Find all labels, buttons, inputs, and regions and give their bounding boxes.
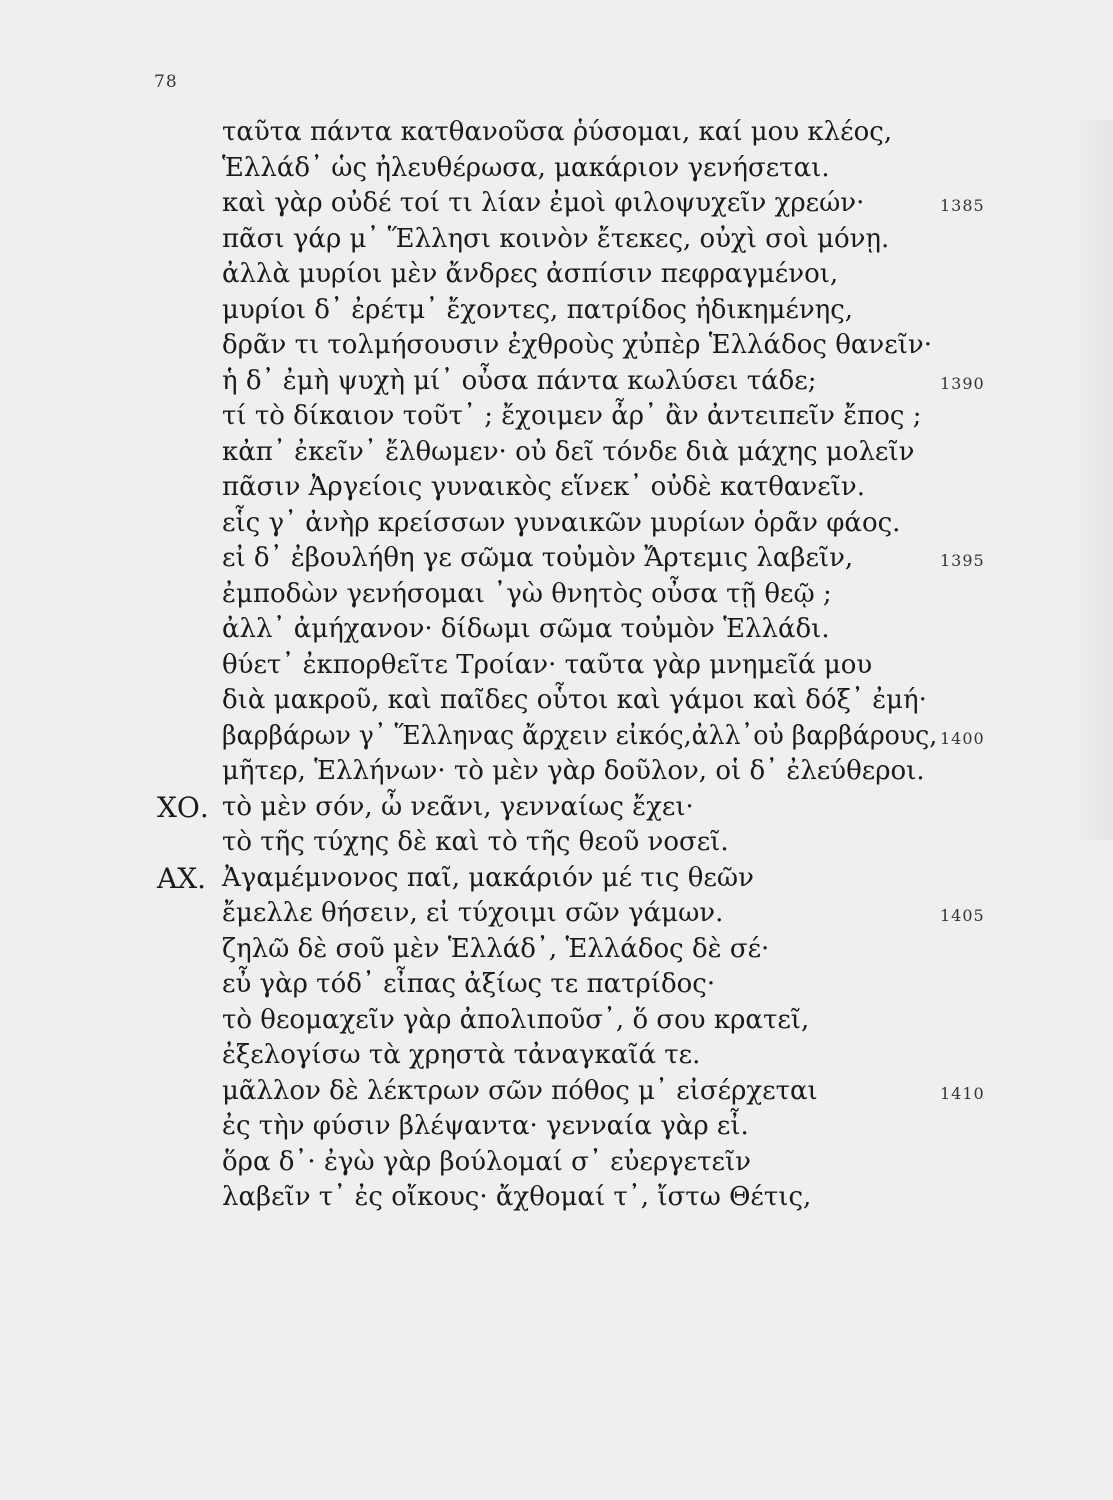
verse-line <box>0 328 1113 364</box>
verse-line <box>0 1109 1113 1145</box>
verse-line-text: τὸ τῆς τύχης δὲ καὶ τὸ τῆς θεοῦ νοσεῖ. <box>222 827 729 857</box>
verse-line <box>0 861 1113 897</box>
verse-line <box>0 151 1113 187</box>
verse-line-text: εἰ δ᾽ ἐβουλήθη γε σῶμα τοὐμὸν Ἄρτεμις λαβεῖν, <box>222 543 854 573</box>
verse-line-text: ἀλλὰ μυρίοι μὲν ἄνδρες ἀσπίσιν πεφραγμένοι, <box>222 259 839 289</box>
verse-line-text: καὶ γὰρ οὐδέ τοί τι λίαν ἐμοὶ φιλοψυχεῖν χρεών· <box>222 188 865 218</box>
verse-line-text: διὰ μακροῦ, καὶ παῖδες οὗτοι καὶ γάμοι καὶ δόξ᾽ ἐμή· <box>222 685 927 715</box>
verse-line <box>0 612 1113 648</box>
verse-line-text: Ἀγαμέμνονος παῖ, μακάριόν μέ τις θεῶν <box>222 862 754 893</box>
verse-line <box>0 222 1113 258</box>
verse-line-text: δρᾶν τι τολμήσουσιν ἐχθροὺς χὐπὲρ Ἑλλάδος θανεῖν· <box>222 330 932 360</box>
verse-line-text: βαρβάρων γ᾽ Ἕλληνας ἄρχειν εἰκός,ἀλλ᾽οὐ βαρβάρους, <box>222 720 938 751</box>
verse-line <box>0 754 1113 790</box>
verse-line <box>0 683 1113 719</box>
verse-line-text: λαβεῖν τ᾽ ἐς οἴκους· ἄχθομαί τ᾽, ἴστω Θέτις, <box>222 1182 812 1212</box>
verse-line-text: ζηλῶ δὲ σοῦ μὲν Ἑλλάδ᾽, Ἑλλάδος δὲ σέ· <box>222 933 770 964</box>
verse-line-text: ἐς τὴν φύσιν βλέψαντα· γενναία γὰρ εἶ. <box>222 1111 749 1141</box>
verse-line <box>0 399 1113 435</box>
speaker-label: ΧΟ. <box>157 790 209 824</box>
verse-line <box>0 1003 1113 1039</box>
verse-line <box>0 257 1113 293</box>
verse-line <box>0 470 1113 506</box>
verse-line-text: εἷς γ᾽ ἀνὴρ κρείσσων γυναικῶν μυρίων ὁρᾶν φάος. <box>222 507 901 538</box>
line-number: 1400 <box>940 728 985 748</box>
verse-line <box>0 1180 1113 1216</box>
verse-line-text: ἐξελογίσω τὰ χρηστὰ τἀναγκαῖά τε. <box>222 1040 701 1070</box>
verse-line-text: πᾶσιν Ἀργείοις γυναικὸς εἵνεκ᾽ οὐδὲ κατθανεῖν. <box>222 472 865 502</box>
verse-line <box>0 932 1113 968</box>
verse-line <box>0 541 1113 577</box>
verse-line <box>0 1038 1113 1074</box>
verse-line <box>0 115 1113 151</box>
line-number: 1385 <box>940 196 985 215</box>
verse-line <box>0 719 1113 755</box>
verse-line <box>0 186 1113 222</box>
line-number: 1390 <box>940 373 985 393</box>
verse-line <box>0 648 1113 684</box>
verse-line <box>0 790 1113 826</box>
verse-line-text: τὸ θεομαχεῖν γὰρ ἀπολιποῦσ᾽, ὅ σου κρατεῖ, <box>222 1004 810 1035</box>
line-number: 1395 <box>940 551 985 570</box>
verse-line-text: μυρίοι δ᾽ ἐρέτμ᾽ ἔχοντες, πατρίδος ἠδικημένης, <box>222 294 854 325</box>
verse-line <box>0 293 1113 329</box>
verse-line-text: ἔμελλε θήσειν, εἰ τύχοιμι σῶν γάμων. <box>222 898 724 928</box>
verse-line <box>0 435 1113 471</box>
verse-line <box>0 577 1113 613</box>
verse-line-text: ταῦτα πάντα κατθανοῦσα ῥύσομαι, καί μου κλέος, <box>222 117 893 147</box>
verse-line-text: πᾶσι γάρ μ᾽ Ἕλλησι κοινὸν ἔτεκες, οὐχὶ σοὶ μόνῃ. <box>222 223 890 254</box>
page-number: 78 <box>154 72 178 92</box>
verse-line <box>0 967 1113 1003</box>
speaker-label: ΑΧ. <box>157 861 207 895</box>
verse-line <box>0 364 1113 400</box>
verse-line-text: μᾶλλον δὲ λέκτρων σῶν πόθος μ᾽ εἰσέρχεται <box>222 1075 818 1106</box>
verse-line-text: ἀλλ᾽ ἀμήχανον· δίδωμι σῶμα τοὐμὸν Ἑλλάδι. <box>222 614 830 644</box>
verse-line-text: Ἑλλάδ᾽ ὡς ἠλευθέρωσα, μακάριον γενήσεται. <box>222 152 830 183</box>
verse-line-text: ἐμποδὼν γενήσομαι ᾽γὼ θνητὸς οὖσα τῇ θεῷ ; <box>222 578 832 609</box>
line-number: 1405 <box>940 906 985 925</box>
verse-line <box>0 1074 1113 1110</box>
verse-line-text: μῆτερ, Ἑλλήνων· τὸ μὲν γὰρ δοῦλον, οἱ δ᾽ ἐλεύθεροι. <box>222 756 925 786</box>
verse-line-text: θύετ᾽ ἐκπορθεῖτε Τροίαν· ταῦτα γὰρ μνημεῖά μου <box>222 649 873 680</box>
verse-line <box>0 1145 1113 1181</box>
verse-line-text: εὖ γὰρ τόδ᾽ εἶπας ἀξίως τε πατρίδος· <box>222 969 716 999</box>
verse-line <box>0 825 1113 861</box>
verse-line-text: ἡ δ᾽ ἐμὴ ψυχὴ μί᾽ οὖσα πάντα κωλύσει τάδε; <box>222 365 817 396</box>
verse-line <box>0 896 1113 932</box>
line-number: 1410 <box>940 1083 985 1103</box>
verse-line-text: κἀπ᾽ ἐκεῖν᾽ ἔλθωμεν· οὐ δεῖ τόνδε διὰ μάχης μολεῖν <box>222 436 915 467</box>
verse-line <box>0 506 1113 542</box>
verse-text-block <box>0 115 1113 1216</box>
verse-line-text: ὅρα δ᾽· ἐγὼ γὰρ βούλομαί σ᾽ εὐεργετεῖν <box>222 1146 751 1177</box>
verse-line-text: τὸ μὲν σόν, ὦ νεᾶνι, γενναίως ἔχει· <box>222 791 694 822</box>
verse-line-text: τί τὸ δίκαιον τοῦτ᾽ ; ἔχοιμεν ἆρ᾽ ἂν ἀντειπεῖν ἔπος ; <box>222 401 922 431</box>
